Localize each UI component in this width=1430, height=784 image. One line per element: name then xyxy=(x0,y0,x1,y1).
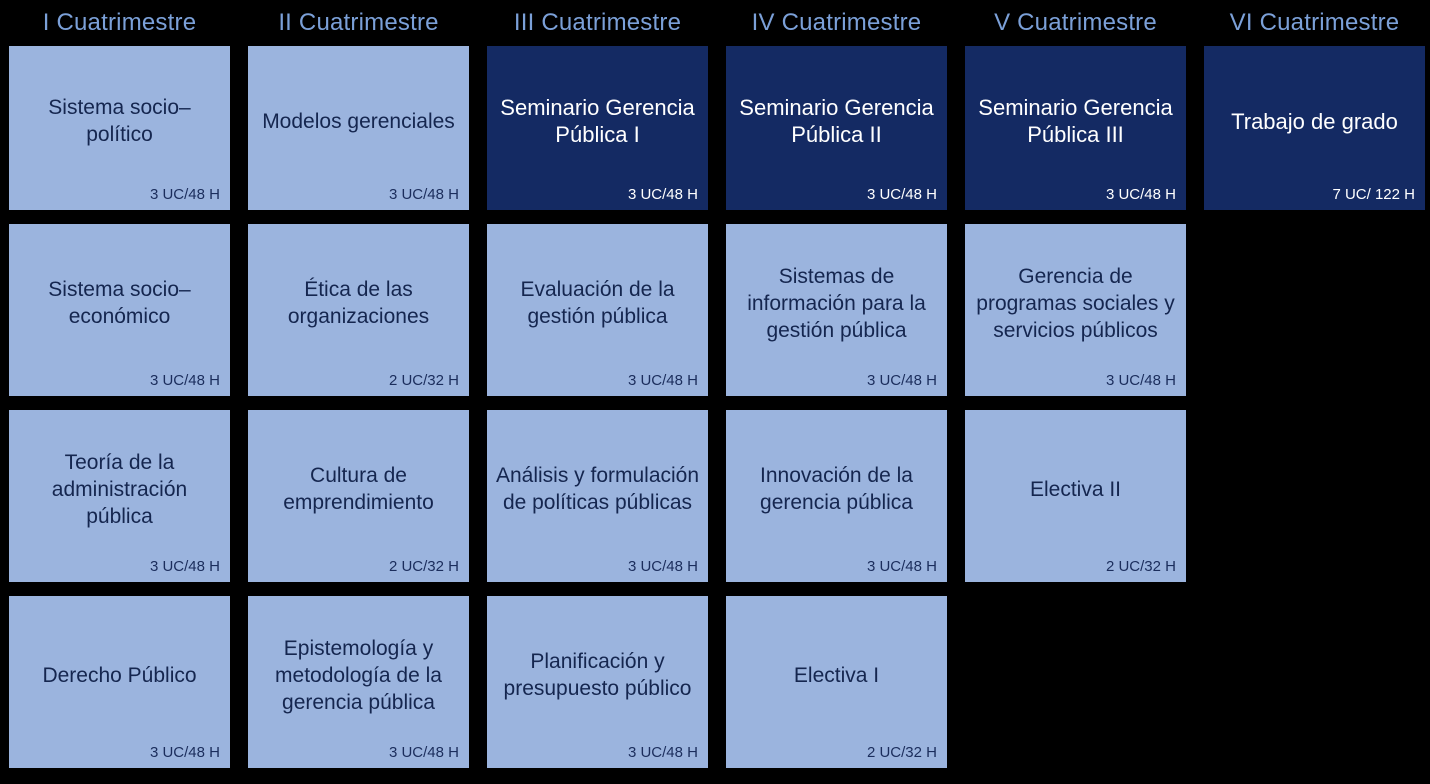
course-card[interactable] xyxy=(9,46,230,210)
course-title: Sistemas de información para la gestión pública xyxy=(747,264,926,342)
row-spacer xyxy=(0,582,239,596)
row-spacer xyxy=(1195,582,1430,596)
course-card[interactable] xyxy=(9,596,230,768)
column-header-6: VI Cuatrimestre xyxy=(1229,9,1400,36)
course-title: Innovación de la gerencia pública xyxy=(760,464,913,514)
course-credits: 2 UC/32 H xyxy=(388,372,459,389)
column-header-5: V Cuatrimestre xyxy=(994,9,1157,36)
column-header-4: IV Cuatrimestre xyxy=(751,9,922,36)
course-title: Electiva II xyxy=(1029,477,1122,501)
course-credits: 2 UC/32 H xyxy=(388,558,459,575)
course-title: Modelos gerenciales xyxy=(262,109,455,133)
row-spacer xyxy=(956,582,1195,596)
row-spacer xyxy=(0,396,239,410)
course-credits: 3 UC/48 H xyxy=(149,558,220,575)
course-credits: 3 UC/48 H xyxy=(866,186,937,203)
course-credits: 3 UC/48 H xyxy=(149,372,220,389)
course-card[interactable] xyxy=(726,596,947,768)
row-spacer xyxy=(239,396,478,410)
course-title: Evaluación de la gestión pública xyxy=(520,278,675,328)
course-credits: 3 UC/48 H xyxy=(627,372,698,389)
course-credits: 3 UC/48 H xyxy=(388,186,459,203)
course-card[interactable] xyxy=(965,46,1186,210)
course-credits: 2 UC/32 H xyxy=(866,744,937,761)
course-card[interactable] xyxy=(248,596,469,768)
course-card[interactable] xyxy=(9,410,230,582)
row-spacer xyxy=(239,582,478,596)
course-card[interactable] xyxy=(248,46,469,210)
course-title: Cultura de emprendimiento xyxy=(283,464,434,514)
course-title: Trabajo de grado xyxy=(1231,108,1398,134)
course-title: Derecho Público xyxy=(42,663,197,687)
course-credits: 3 UC/48 H xyxy=(866,558,937,575)
course-card[interactable] xyxy=(965,224,1186,396)
course-credits: 3 UC/48 H xyxy=(627,744,698,761)
course-card[interactable] xyxy=(487,46,708,210)
course-title: Gerencia de programas sociales y servicios públicos xyxy=(976,264,1175,342)
course-credits: 3 UC/48 H xyxy=(1105,186,1176,203)
course-credits: 3 UC/48 H xyxy=(1105,372,1176,389)
course-title: Sistema socio–político xyxy=(48,96,191,146)
course-card[interactable] xyxy=(248,224,469,396)
course-credits: 7 UC/ 122 H xyxy=(1332,186,1415,203)
course-card[interactable] xyxy=(726,410,947,582)
course-card[interactable] xyxy=(9,224,230,396)
course-card[interactable] xyxy=(248,410,469,582)
course-card[interactable] xyxy=(965,410,1186,582)
course-card[interactable] xyxy=(726,46,947,210)
course-title: Epistemología y metodología de la gerencia pública xyxy=(275,636,442,714)
course-card[interactable] xyxy=(487,596,708,768)
empty-cell xyxy=(1204,410,1425,582)
course-credits: 3 UC/48 H xyxy=(149,186,220,203)
course-title: Seminario Gerencia Pública II xyxy=(739,95,934,147)
course-credits: 3 UC/48 H xyxy=(627,186,698,203)
row-spacer xyxy=(239,210,478,224)
course-title: Seminario Gerencia Pública I xyxy=(500,95,695,147)
row-spacer xyxy=(478,210,717,224)
row-spacer xyxy=(956,210,1195,224)
course-credits: 2 UC/32 H xyxy=(1105,558,1176,575)
row-spacer xyxy=(1195,210,1430,224)
course-credits: 3 UC/48 H xyxy=(866,372,937,389)
row-spacer xyxy=(717,396,956,410)
course-title: Ética de las organizaciones xyxy=(287,278,430,328)
course-card[interactable] xyxy=(487,410,708,582)
course-credits: 3 UC/48 H xyxy=(627,558,698,575)
empty-cell xyxy=(1204,596,1425,768)
course-card[interactable] xyxy=(1204,46,1425,210)
row-spacer xyxy=(717,582,956,596)
column-header-1: I Cuatrimestre xyxy=(42,9,197,36)
course-title: Electiva I xyxy=(793,663,880,687)
course-title: Análisis y formulación de políticas públicas xyxy=(495,464,700,514)
empty-cell xyxy=(965,596,1186,768)
course-title: Teoría de la administración pública xyxy=(51,450,188,528)
course-card[interactable] xyxy=(726,224,947,396)
row-spacer xyxy=(717,210,956,224)
empty-cell xyxy=(1204,224,1425,396)
course-title: Seminario Gerencia Pública III xyxy=(978,95,1173,147)
row-spacer xyxy=(1195,396,1430,410)
course-card[interactable] xyxy=(487,224,708,396)
course-title: Sistema socio–económico xyxy=(48,278,191,328)
column-header-3: III Cuatrimestre xyxy=(513,9,682,36)
row-spacer xyxy=(956,396,1195,410)
row-spacer xyxy=(478,582,717,596)
course-credits: 3 UC/48 H xyxy=(149,744,220,761)
row-spacer xyxy=(478,396,717,410)
row-spacer xyxy=(0,210,239,224)
column-header-2: II Cuatrimestre xyxy=(278,9,439,36)
course-credits: 3 UC/48 H xyxy=(388,744,459,761)
course-title: Planificación y presupuesto público xyxy=(503,650,692,700)
